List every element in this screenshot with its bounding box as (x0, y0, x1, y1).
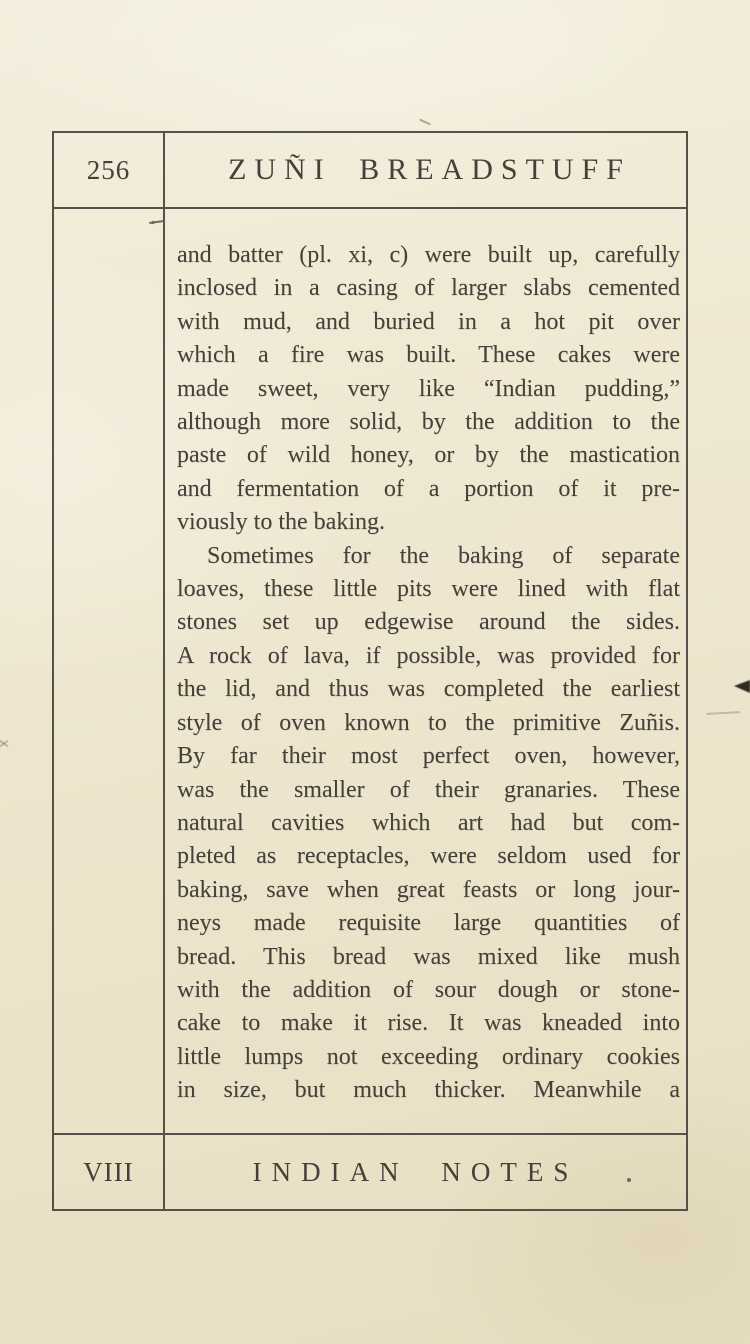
body-text (165, 209, 686, 1133)
text-line: loaves, these little pits were lined with flat (177, 576, 680, 603)
scan-artifact-left-edge-mark (0, 739, 8, 748)
text-line: bread. This bread was mixed like mush (177, 943, 680, 970)
text-line: was the smaller of their granaries. These (177, 776, 680, 803)
text-line: natural cavities which art had but com- (177, 809, 680, 836)
text-line: pleted as receptacles, were seldom used for (177, 843, 680, 870)
page-body (54, 209, 686, 1133)
footer-volume-cell (54, 1135, 165, 1209)
text-line: made sweet, very like “Indian pudding,” (177, 375, 680, 402)
scan-artifact-right-edge-mark (734, 680, 750, 693)
scan-artifact-footer-dot (627, 1178, 631, 1182)
page-number: 256 (86, 154, 131, 185)
text-line: inclosed in a casing of larger slabs cemented (177, 275, 680, 302)
text-line: in size, but much thicker. Meanwhile a (177, 1077, 680, 1104)
running-title: ZUÑI BREADSTUFF (228, 153, 631, 186)
text-line: A rock of lava, if possible, was provided for (177, 642, 680, 669)
text-line: little lumps not exceeding ordinary cookies (177, 1043, 680, 1070)
text-line: although more solid, by the addition to the (177, 409, 680, 436)
text-line: By far their most perfect oven, however, (177, 743, 680, 770)
series-title: INDIAN NOTES (252, 1156, 579, 1187)
footer-title-cell (165, 1135, 686, 1209)
text-line: the lid, and thus was completed the earliest (177, 676, 680, 703)
page-header (54, 133, 686, 209)
volume-numeral: VIII (83, 1156, 134, 1187)
text-line: neys made requisite large quantities of (177, 910, 680, 937)
text-line: stones set up edgewise around the sides. (177, 609, 680, 636)
text-line: which a fire was built. These cakes were (177, 342, 680, 369)
text-line: viously to the baking. (177, 509, 385, 536)
body-margin-cell (54, 209, 165, 1133)
scan-artifact-margin-scratch (706, 711, 740, 715)
header-title-cell (165, 133, 686, 207)
page-rule-frame (52, 131, 688, 1211)
text-line: and batter (pl. xi, c) were built up, carefully (177, 242, 680, 268)
scan-artifact-top-scratch (419, 119, 431, 126)
header-folio-cell (54, 133, 165, 207)
text-line: with the addition of sour dough or stone- (177, 976, 680, 1003)
text-line: with mud, and buried in a hot pit over (177, 308, 680, 335)
text-line: cake to make it rise. It was kneaded into (177, 1010, 680, 1037)
text-line: Sometimes for the baking of separate (207, 542, 680, 569)
page-footer (54, 1133, 686, 1209)
text-line: paste of wild honey, or by the mastication (177, 442, 680, 469)
text-line: and fermentation of a portion of it pre- (177, 475, 680, 502)
text-line: baking, save when great feasts or long jour- (177, 876, 680, 903)
text-line: style of oven known to the primitive Zuñis. (177, 709, 680, 736)
